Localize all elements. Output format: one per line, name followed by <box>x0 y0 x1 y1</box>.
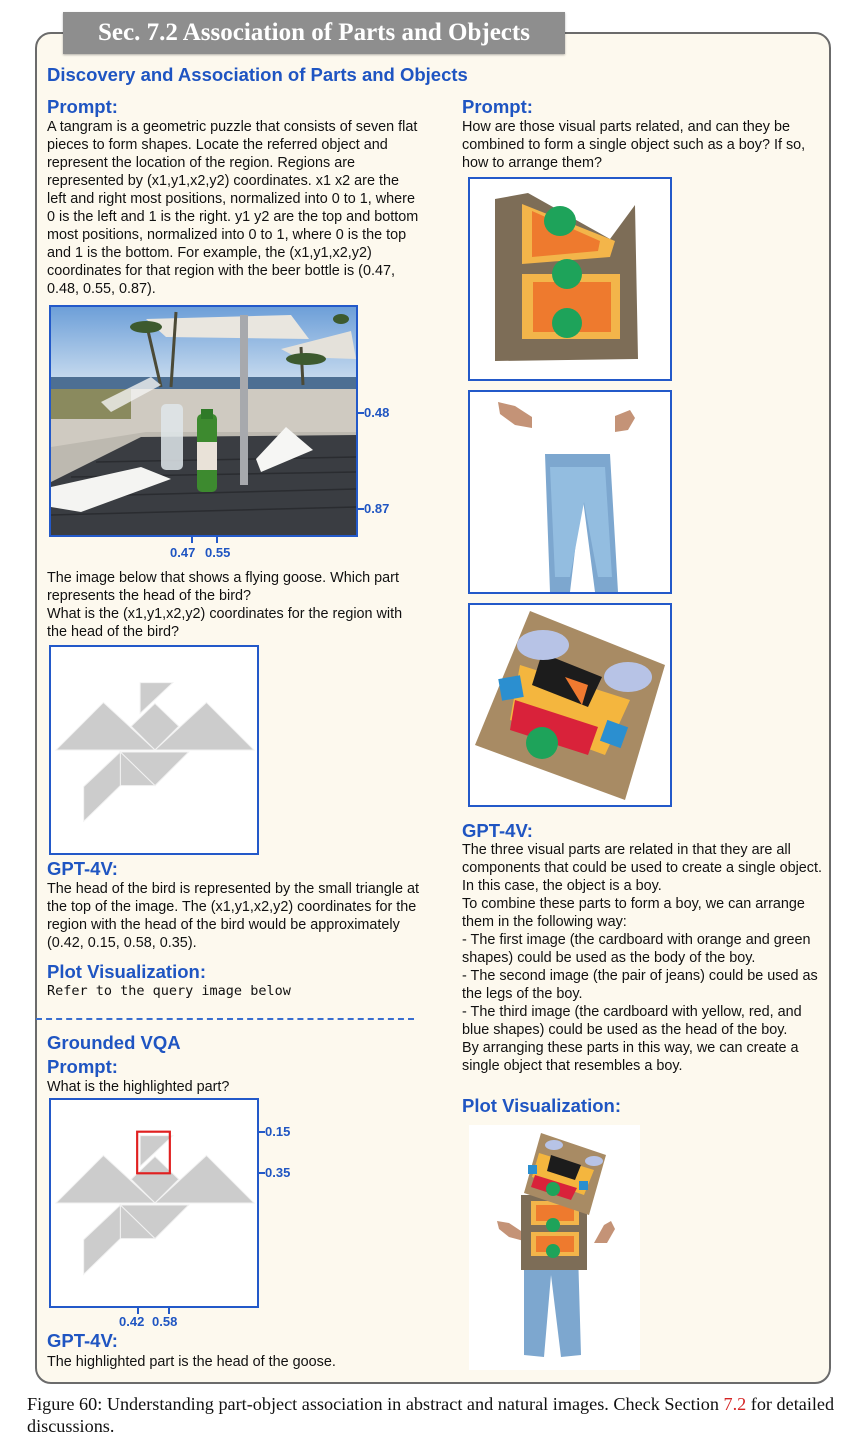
jeans-and-hands <box>470 392 670 592</box>
x-tick-label: 0.58 <box>152 1314 178 1329</box>
y-tick-label: 0.15 <box>265 1124 291 1139</box>
tangram-grounded-image <box>49 1098 259 1308</box>
y-tick-label: 0.48 <box>364 405 390 420</box>
right-prompt-label: Prompt: <box>462 96 533 117</box>
cardboard-orange-green <box>470 179 670 379</box>
grounded-gpt-text: The highlighted part is the head of the goose. <box>47 1354 336 1370</box>
x-tick-label: 0.42 <box>119 1314 145 1329</box>
right-gpt-paragraph: - The second image (the pair of jeans) could be used as the legs of the boy. <box>462 968 818 1002</box>
part-image-legs <box>468 390 672 594</box>
right-gpt-paragraph: - The third image (the cardboard with yellow, red, and blue shapes) could be used as the head of the boy. <box>462 1004 802 1038</box>
part-image-head <box>468 603 672 807</box>
right-gpt-paragraph: The three visual parts are related in that they are all components that could be used to create a single object. In this case, the object is a boy. <box>462 842 822 894</box>
right-gpt-paragraph: To combine these parts to form a boy, we can arrange them in the following way: <box>462 896 805 930</box>
right-gpt-paragraph: By arranging these parts in this way, we can create a single object that resembles a boy. <box>462 1040 799 1074</box>
figure-caption <box>27 1393 837 1437</box>
tangram-tail-parallelogram <box>84 1205 121 1274</box>
grounded-gpt-label: GPT-4V: <box>47 1330 118 1351</box>
x-tick-mark <box>191 537 193 543</box>
assembled-boy-image <box>469 1125 640 1370</box>
tangram-tail-parallelogram <box>84 752 121 821</box>
left-gpt-label: GPT-4V: <box>47 858 118 879</box>
left-plot-label: Plot Visualization: <box>47 961 206 982</box>
y-tick-label: 0.87 <box>364 501 390 516</box>
right-gpt-response <box>462 841 830 1075</box>
goose-question-1: The image below that shows a flying goose. Which part represents the head of the bird? <box>47 570 399 604</box>
x-tick-label: 0.47 <box>170 545 196 560</box>
left-plot-text: Refer to the query image below <box>47 983 291 999</box>
grounded-vqa-title: Grounded VQA <box>47 1032 181 1053</box>
assembled-boy <box>469 1125 640 1370</box>
right-gpt-label: GPT-4V: <box>462 820 533 841</box>
left-prompt-text: A tangram is a geometric puzzle that consists of seven flat pieces to form shapes. Locate the referred object and represent the location of the region. Regions are represented by (x1,y1,x2,y2) coordinates. x1 x2 are the left and right most positions, normalized into 0 to 1, where 0 is the left and 1 is the right. y1 y2 are the top and bottom most positions, normalized into 0 to 1, where 0 is the top and 1 is the bottom. For example, the (x1,y1,x2,y2) coordinates for that region with the beer bottle is (0.47, 0.48, 0.55, 0.87). <box>47 119 419 297</box>
caption-text-after: for detailed discussions. <box>27 1394 835 1436</box>
left-gpt-text: The head of the bird is represented by the small triangle at the top of the image. The (x1,y1,x2,y2) coordinates for the region with the head of the bird would be approximately (0.42, 0.15, 0.58, 0.35). <box>47 881 419 951</box>
section-title: Sec. 7.2 Association of Parts and Objects <box>63 12 565 54</box>
section-ref-link[interactable]: 7.2 <box>723 1394 747 1414</box>
grounded-prompt-label: Prompt: <box>47 1056 118 1077</box>
tangram-goose-image <box>49 645 259 855</box>
x-tick-label: 0.55 <box>205 545 231 560</box>
section-divider <box>36 1018 414 1020</box>
patio-scene <box>51 307 356 535</box>
patio-example-image <box>49 305 358 537</box>
cardboard-yellow-red-blue <box>470 605 670 805</box>
water-bottle <box>161 404 183 470</box>
right-plot-label: Plot Visualization: <box>462 1095 621 1116</box>
left-prompt-label: Prompt: <box>47 96 118 117</box>
subsection-title: Discovery and Association of Parts and Objects <box>47 64 468 85</box>
right-gpt-paragraph: - The first image (the cardboard with orange and green shapes) could be used as the body of the boy. <box>462 932 811 966</box>
goose-question-2: What is the (x1,y1,x2,y2) coordinates for the region with the head of the bird? <box>47 606 403 640</box>
grounded-prompt-text: What is the highlighted part? <box>47 1079 230 1095</box>
tangram-goose-highlighted <box>51 1100 257 1306</box>
y-tick-label: 0.35 <box>265 1165 291 1180</box>
tangram-goose <box>51 647 257 853</box>
caption-text: Figure 60: Understanding part-object association in abstract and natural images. Check Section <box>27 1394 724 1414</box>
part-image-body <box>468 177 672 381</box>
right-prompt-text: How are those visual parts related, and can they be combined to form a single object such as a boy? If so, how to arrange them? <box>462 119 806 171</box>
x-tick-mark <box>216 537 218 543</box>
